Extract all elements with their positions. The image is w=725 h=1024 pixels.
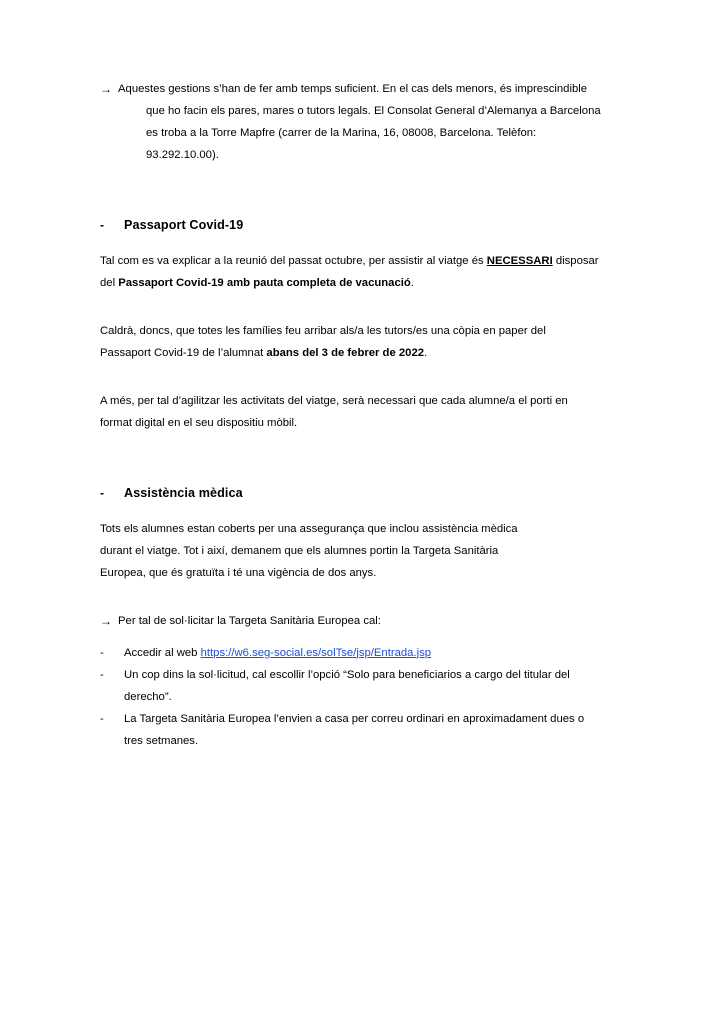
spacer	[100, 500, 625, 518]
spacer	[100, 166, 625, 218]
medica-p1-line-3: Europea, que és gratuïta i té una vigència de dos anys.	[100, 567, 377, 580]
list-dash-bullet: -	[100, 646, 104, 659]
covid-p1-part-a: Tal com es va explicar a la reunió del passat octubre, per assistir al viatge és	[100, 255, 487, 268]
covid-paragraph-3	[100, 390, 625, 434]
intro-line-1: Aquestes gestions s’han de fer amb temps suficient. En el cas dels menors, és imprescindible	[118, 83, 588, 95]
intro-arrow-paragraph	[100, 78, 625, 166]
medica-paragraph-1	[100, 518, 625, 584]
spacer	[100, 232, 625, 250]
list-item-2-line-1: La Targeta Sanitària Europea l’envien a casa per correu ordinari en aproximadament dues o	[124, 712, 585, 725]
covid-p1-part-c: del	[100, 277, 119, 290]
spacer	[100, 584, 625, 610]
list-item	[100, 642, 625, 664]
medica-p1-line-2: durant el viatge. Tot i així, demanem que els alumnes portin la Targeta Sanitària	[100, 545, 499, 558]
covid-p2-part-b: Passaport Covid-19 de l’alumnat	[100, 347, 267, 360]
intro-paragraph-text	[118, 78, 625, 166]
list-dash-bullet: -	[100, 712, 104, 725]
section-title: Passaport Covid-19	[124, 218, 244, 233]
medica-arrow-text: Per tal de sol·licitar la Targeta Sanitària Europea cal:	[118, 615, 381, 628]
spacer	[100, 434, 625, 486]
medica-p1-line-1: Tots els alumnes estan coberts per una assegurança que inclou assistència mèdica	[100, 523, 518, 536]
medica-arrow-line	[100, 610, 625, 633]
list-dash-bullet: -	[100, 668, 104, 681]
spacer	[100, 294, 625, 320]
spacer	[100, 634, 625, 642]
arrow-icon: →	[100, 82, 112, 96]
covid-p1-necessari: NECESSARI	[486, 255, 553, 268]
list-item-2-line-2: tres setmanes.	[124, 734, 199, 747]
tse-application-link[interactable]: https://w6.seg-social.es/solTse/jsp/Entrada.jsp	[200, 646, 432, 659]
list-item-text	[124, 664, 625, 708]
section-heading-assistencia-medica	[100, 486, 625, 500]
covid-paragraph-2	[100, 320, 625, 364]
document-content	[100, 78, 625, 752]
list-item	[100, 664, 625, 708]
section-heading-passaport-covid	[100, 218, 625, 232]
arrow-icon: →	[100, 614, 112, 629]
spacer	[100, 364, 625, 390]
covid-p3-part-b: format digital en el seu dispositiu mòbil.	[100, 417, 298, 430]
medica-steps-list	[100, 642, 625, 752]
covid-paragraph-1	[100, 250, 625, 294]
list-item	[100, 708, 625, 752]
list-item-0-text: Accedir al web	[124, 646, 201, 659]
list-item-1-line-1: Un cop dins la sol·licitud, cal escollir l’opció “Solo para beneficiarios a cargo del titular del	[124, 668, 570, 681]
list-item-1-line-2: derecho”.	[124, 690, 172, 703]
covid-p1-bold-phrase: Passaport Covid-19 amb pauta completa de vacunació	[118, 277, 411, 290]
covid-p1-part-b: disposar	[552, 255, 599, 268]
covid-p1-part-d: .	[410, 277, 414, 290]
covid-p3-part-a: A més, per tal d’agilitzar les activitats del viatge, serà necessari que cada alumne/a el porti en	[100, 395, 568, 408]
intro-line-4: 93.292.10.00).	[146, 149, 219, 162]
heading-dash-bullet: -	[100, 218, 104, 233]
heading-dash-bullet: -	[100, 486, 104, 501]
covid-p2-part-a: Caldrà, doncs, que totes les famílies feu arribar als/a les tutors/es una còpia en paper del	[100, 325, 546, 338]
section-title: Assistència mèdica	[124, 486, 243, 501]
list-item-text	[124, 708, 625, 752]
intro-line-3: es troba a la Torre Mapfre (carrer de la Marina, 16, 08008, Barcelona. Telèfon:	[146, 127, 537, 140]
list-item-text	[124, 642, 625, 664]
intro-line-2: que ho facin els pares, mares o tutors legals. El Consolat General d’Alemanya a Barcelona	[146, 105, 601, 118]
covid-p2-bold-date: abans del 3 de febrer de 2022	[266, 347, 425, 360]
covid-p2-part-c: .	[424, 347, 428, 360]
